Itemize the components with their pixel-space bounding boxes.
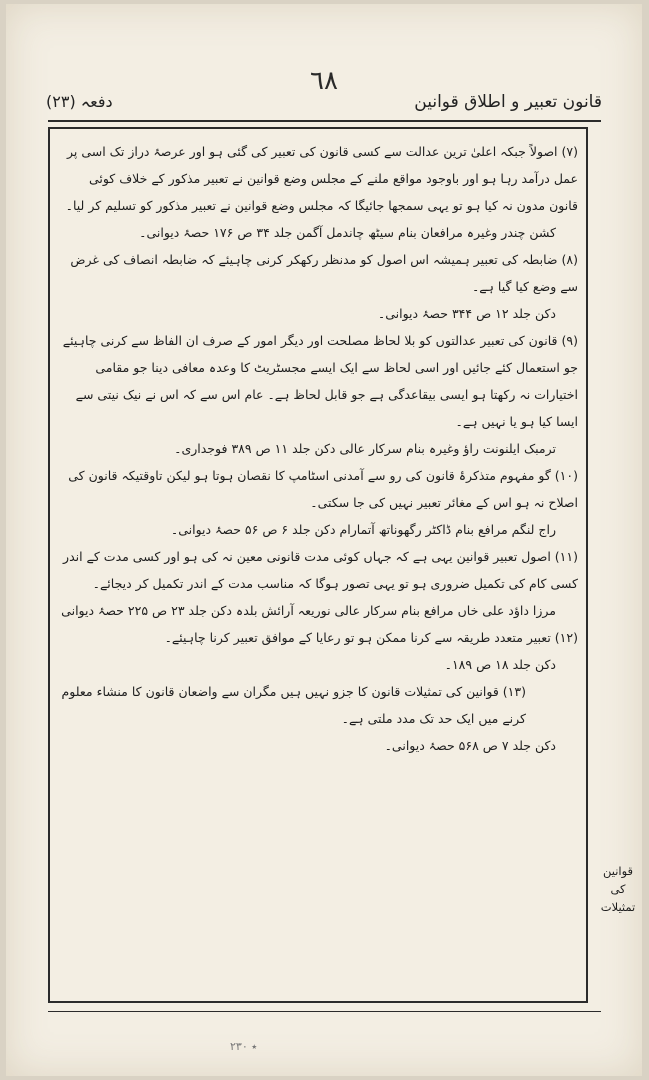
citation: کشن چندر وغیرہ مرافعان بنام سیٹھ چاندمل آگمن جلد ۳۴ ص ۱۷۶ حصۂ دیوانی۔: [139, 225, 556, 240]
paragraph-9: (۹) قانون کی تعبیر عدالتوں کو بلا لحاظ مصلحت اور دیگر امور کے صرف ان الفاظ سے کرنی چاہیئے جو استعمال کئے جائیں اور اسی لحاظ سے ایک ایسے مجسٹریٹ کا وعدہ معافی دینا جو مقامی اختیارات نہ رکھتا ہو ایسی بیقاعدگی ہے جو قابل لحاظ ہے۔ عام اس سے کہ اس نے نیک نیتی سے ایسا کیا ہو یا نہیں ہے۔: [62, 333, 578, 429]
margin-note: قوانین کی تمثیلات: [600, 864, 636, 914]
citation: دکن جلد ۱۲ ص ۳۴۴ حصۂ دیوانی۔: [377, 306, 556, 321]
paragraph-8: (۸) ضابطہ کی تعبیر ہمیشہ اس اصول کو مدنظر رکھکر کرنی چاہیئے کہ ضابطہ انصاف کی غرض سے وضع کیا گیا ہے۔: [70, 252, 578, 294]
paragraph-12: (۱۲) تعبیر متعدد طریقہ سے کرنا ممکن ہو تو رعایا کے موافق تعبیر کرنا چاہیئے۔: [164, 630, 578, 645]
footer-rule: [48, 1011, 601, 1012]
citation: ترمبک ایلنونت راؤ وغیرہ بنام سرکار عالی دکن جلد ۱۱ ص ۳۸۹ فوجداری۔: [174, 441, 556, 456]
paragraph-10: (۱۰) گو مفہوم متذکرۂ قانون کی رو سے آمدنی اسٹامپ کا نقصان ہوتا ہو لیکن تاوقتیکہ قانون کی اصلاح نہ ہو اس کے مغائر تعبیر نہیں کی جا سکتی۔: [68, 468, 578, 510]
footer-marks: ٭ ۲۳۰: [230, 1040, 258, 1053]
citation: دکن جلد ۷ ص ۵۶۸ حصۂ دیوانی۔: [384, 738, 556, 753]
paragraph-11: (۱۱) اصول تعبیر قوانین یہی ہے کہ جہاں کوئی مدت قانونی معین نہ کی ہو اور کسی مدت کے اندر کسی کام کی تکمیل ضروری ہو تو یہی تصور ہوگا کہ مناسب مدت کے اندر تکمیل کر دیجائے۔: [63, 549, 578, 591]
paragraph-13: (۱۳) قوانین کی تمثیلات قانون کا جزو نہیں ہیں مگران سے واضعان قانون کا منشاء معلوم کرنے میں ایک حد تک مدد ملتی ہے۔: [61, 684, 526, 726]
paragraph-7: (۷) اصولاً جبکہ اعلیٰ ترین عدالت سے کسی قانون کی تعبیر کی گئی ہو اور عرصۂ دراز تک اسی پر عمل درآمد رہا ہو اور باوجود مواقع ملنے کے مجلس وضع قوانین نے تعبیر مذکور کے خلاف کوئی قانون مدون نہ کیا ہو تو یہی سمجھا جائیگا کہ مجلس وضع قوانین نے تعبیر مذکور کو تسلیم کر لیا۔: [65, 144, 578, 213]
header-rule: [48, 120, 601, 122]
page-number: ٦٨: [310, 66, 338, 96]
citation: مرزا داؤد علی خاں مرافع بنام سرکار عالی نوریعہ آرائش بلدہ دکن جلد ۲۳ ص ۲۲۵ حصۂ دیوانی: [61, 603, 556, 618]
page-header: [46, 88, 602, 118]
body-text: [58, 138, 578, 759]
citation: دکن جلد ۱۸ ص ۱۸۹۔: [444, 657, 556, 672]
running-title: قانون تعبیر و اطلاق قوانین: [414, 92, 602, 112]
section-label: دفعہ (۲۳): [46, 92, 113, 111]
citation: راج لنگم مرافع بنام ڈاکٹر رگھوناتھ آتمارام دکن جلد ۶ ص ۵۶ حصۂ دیوانی۔: [170, 522, 556, 537]
